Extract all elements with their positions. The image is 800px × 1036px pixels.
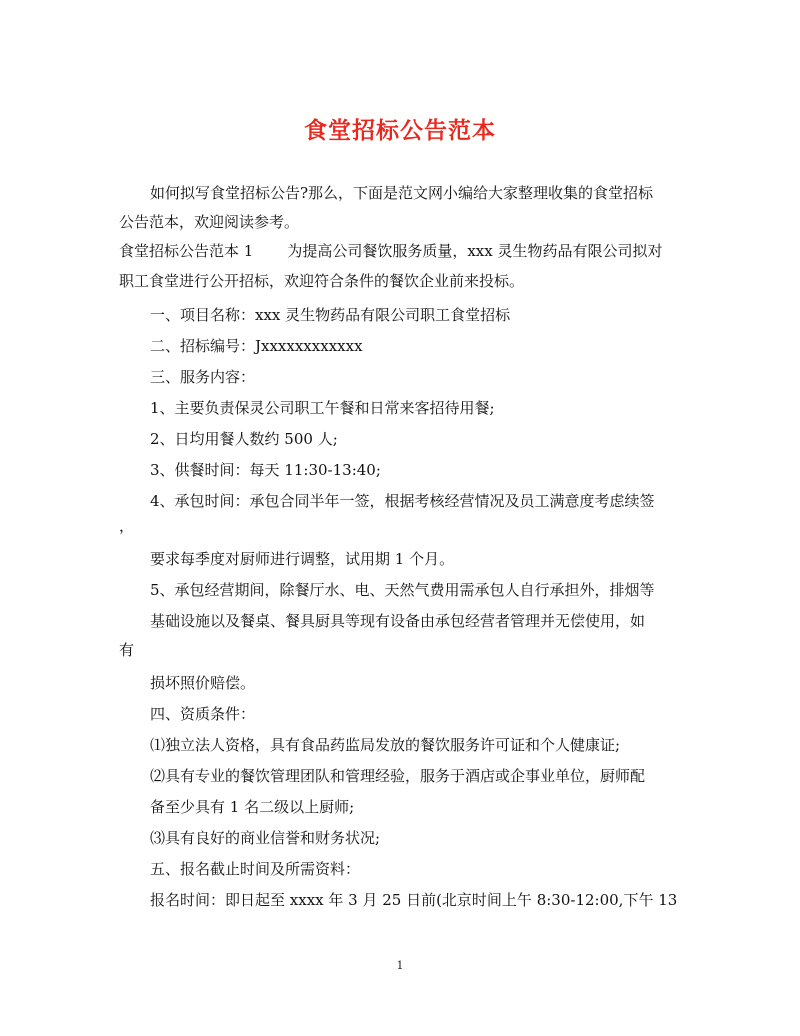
paragraph-text: 为提高公司餐饮服务质量，xxx 灵生物药品有限公司拟对	[287, 242, 663, 260]
paragraph-line: 报名时间：即日起至 xxxx 年 3 月 25 日前(北京时间上午 8:30-12:00,下午 13	[150, 891, 678, 909]
paragraph-line: ，	[119, 517, 135, 535]
paragraph-line: 一、项目名称：xxx 灵生物药品有限公司职工食堂招标	[150, 306, 511, 324]
paragraph-line: 公告范本，欢迎阅读参考。	[119, 213, 300, 231]
section-heading-label: 食堂招标公告范本 1	[119, 242, 254, 260]
paragraph-line: ⑴独立法人资格，具有食品药监局发放的餐饮服务许可证和个人健康证;	[150, 736, 621, 754]
paragraph-line: 有	[119, 641, 135, 659]
paragraph-line: 5、承包经营期间，除餐厅水、电、天然气费用需承包人自行承担外，排烟等	[150, 581, 655, 599]
paragraph-line: 1、主要负责保灵公司职工午餐和日常来客招待用餐;	[150, 399, 495, 417]
paragraph-line: 基础设施以及餐桌、餐具厨具等现有设备由承包经营者管理并无偿使用，如	[150, 612, 646, 630]
page-number: 1	[396, 959, 404, 972]
paragraph-line: 3、供餐时间：每天 11:30-13:40;	[150, 461, 381, 479]
paragraph-line: 二、招标编号：Jxxxxxxxxxxxx	[150, 337, 363, 355]
paragraph-line: 要求每季度对厨师进行调整，试用期 1 个月。	[150, 550, 455, 568]
paragraph-line: ⑵具有专业的餐饮管理团队和管理经验，服务于酒店或企事业单位，厨师配	[150, 767, 646, 785]
paragraph-line: 备至少具有 1 名二级以上厨师;	[150, 798, 355, 816]
page-title: 食堂招标公告范本	[304, 117, 496, 144]
section-heading-line	[119, 241, 662, 261]
paragraph-line: ⑶具有良好的商业信誉和财务状况;	[150, 829, 381, 847]
paragraph-line: 四、资质条件：	[150, 705, 256, 723]
paragraph-line: 三、服务内容：	[150, 368, 256, 386]
paragraph-line: 职工食堂进行公开招标，欢迎符合条件的餐饮企业前来投标。	[119, 272, 525, 290]
paragraph-line: 五、报名截止时间及所需资料：	[150, 860, 361, 878]
paragraph-line: 2、日均用餐人数约 500 人;	[150, 430, 338, 448]
paragraph-line: 如何拟写食堂招标公告?那么，下面是范文网小编给大家整理收集的食堂招标	[150, 184, 654, 202]
paragraph-line: 4、承包时间：承包合同半年一签，根据考核经营情况及员工满意度考虑续签	[150, 492, 655, 510]
paragraph-line: 损坏照价赔偿。	[150, 674, 256, 692]
